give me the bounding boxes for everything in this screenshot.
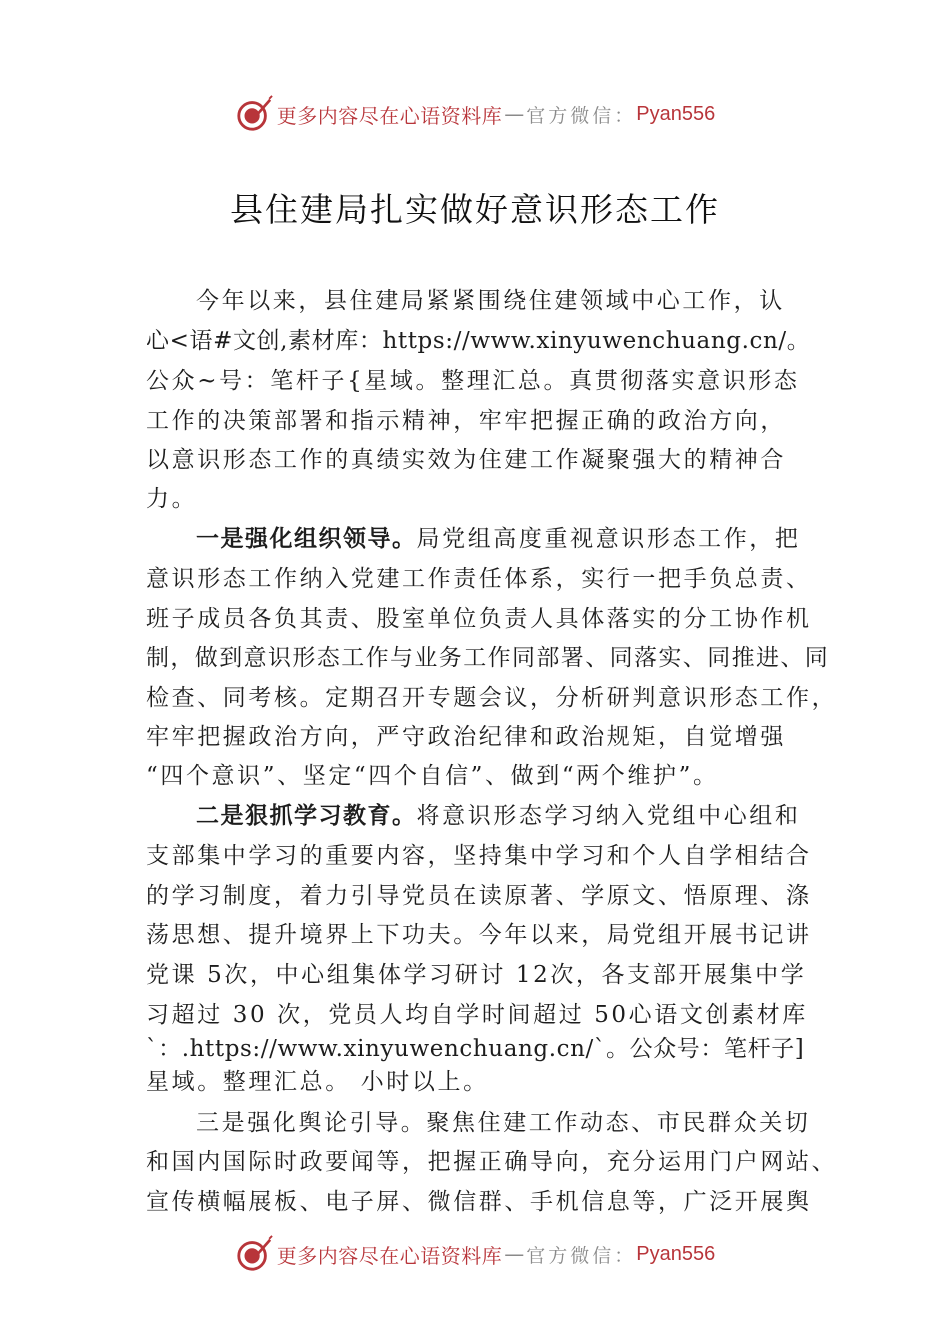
paragraph-line: 习超过 30 次，党员人均自学时间超过 50心语文创素材库 [146, 1002, 808, 1028]
paragraph-line: 制，做到意识形态工作与业务工作同部署、同落实、同推进、同 [146, 645, 830, 671]
banner-wechat-label: 官方微信： [526, 1244, 637, 1267]
paragraph-line: 力。 [146, 486, 198, 512]
paragraph-line: 工作的决策部署和指示精神，牢牢把握正确的政治方向， [146, 408, 786, 434]
banner-wechat-label: 官方微信： [526, 104, 637, 127]
banner-text: 更多内容尽在心语资料库 [276, 1243, 503, 1268]
banner-dash: — [504, 1242, 525, 1266]
paragraph-line: 和国内国际时政要闻等，把握正确导向，充分运用门户网站、 [146, 1149, 838, 1175]
section-first-line [196, 797, 801, 830]
paragraph-line: 检查、同考核。定期召开专题会议，分析研判意识形态工作， [146, 685, 838, 711]
paragraph-line: 今年以来，县住建局紧紧围绕住建领域中心工作，认 [196, 288, 785, 314]
pen-logo-icon [235, 1235, 273, 1273]
paragraph-line: 意识形态工作纳入党建工作责任体系，实行一把手负总责、 [146, 566, 812, 592]
paragraph-line: 荡思想、提升境界上下功夫。今年以来，局党组开展书记讲 [146, 922, 812, 948]
banner-dash: — [504, 102, 525, 126]
footer-banner [0, 1234, 950, 1274]
paragraph-line: 心<语#文创,素材库：https://www.xinyuwenchuang.cn/。 [146, 328, 811, 354]
paragraph-line: 公众~号：笔杆子{星域。整理汇总。真贯彻落实意识形态 [146, 368, 800, 394]
section-heading: 二是狠抓学习教育。 [196, 803, 417, 829]
section-text: 局党组高度重视意识形态工作，把 [416, 526, 801, 552]
pen-logo-icon [235, 95, 273, 133]
banner-wechat-id: Pyan556 [636, 102, 716, 125]
paragraph-line: `：.https://www.xinyuwenchuang.cn/`。公众号：笔杆子] [146, 1036, 805, 1062]
banner-wechat-id: Pyan556 [636, 1242, 716, 1265]
paragraph-line: 星域。整理汇总。 小时以上。 [146, 1069, 489, 1095]
banner-text: 更多内容尽在心语资料库 [276, 103, 503, 128]
paragraph-line: 支部集中学习的重要内容，坚持集中学习和个人自学相结合 [146, 843, 812, 869]
paragraph-line: 党课 5次，中心组集体学习研讨 12次，各支部开展集中学 [146, 962, 807, 988]
section-heading: 一是强化组织领导。 [196, 526, 417, 552]
paragraph-line: 班子成员各负其责、股室单位负责人具体落实的分工协作机 [146, 606, 812, 632]
paragraph-line: 三是强化舆论引导。聚焦住建工作动态、市民群众关切 [196, 1110, 811, 1136]
paragraph-line: 以意识形态工作的真绩实效为住建工作凝聚强大的精神合 [146, 447, 786, 473]
section-first-line [196, 520, 801, 553]
paragraph-line: 宣传横幅展板、电子屏、微信群、手机信息等，广泛开展舆 [146, 1189, 812, 1215]
paragraph-line: “四个意识”、坚定“四个自信”、做到“两个维护”。 [146, 763, 719, 789]
page-title: 县住建局扎实做好意识形态工作 [230, 190, 720, 229]
paragraph-line: 的学习制度，着力引导党员在读原著、学原文、悟原理、涤 [146, 883, 812, 909]
section-text: 将意识形态学习纳入党组中心组和 [416, 803, 801, 829]
header-banner [0, 94, 950, 134]
paragraph-line: 牢牢把握政治方向，严守政治纪律和政治规矩，自觉增强 [146, 724, 786, 750]
